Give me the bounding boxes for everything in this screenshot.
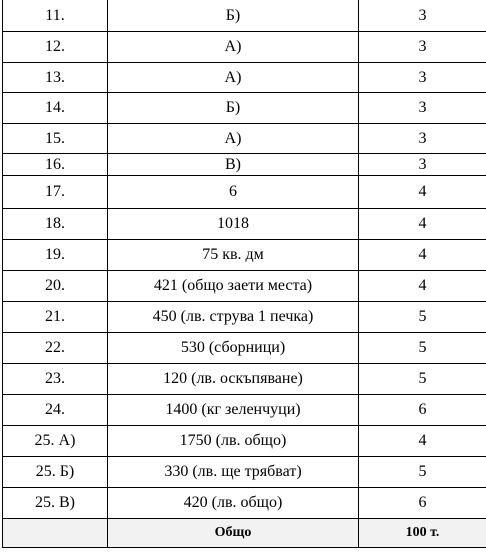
answer-key-body	[3, 0, 486, 548]
points-cell: 5	[359, 364, 486, 395]
question-number: 13.	[3, 63, 108, 93]
total-row	[3, 519, 486, 548]
answer-cell: 1018	[108, 209, 359, 240]
question-number: 24.	[3, 395, 108, 426]
table-row	[3, 271, 486, 302]
points-cell: 5	[359, 333, 486, 364]
table-row	[3, 63, 486, 93]
points-cell: 6	[359, 488, 486, 519]
answer-key-table	[2, 0, 486, 548]
table-row	[3, 333, 486, 364]
table-row	[3, 488, 486, 519]
points-cell: 5	[359, 302, 486, 333]
answer-cell: 330 (лв. ще трябват)	[108, 457, 359, 488]
answer-cell: Б)	[108, 0, 359, 32]
total-points: 100 т.	[359, 519, 486, 548]
question-number: 18.	[3, 209, 108, 240]
points-cell: 6	[359, 395, 486, 426]
question-number: 21.	[3, 302, 108, 333]
table-row	[3, 154, 486, 176]
answer-cell: 1400 (кг зеленчуци)	[108, 395, 359, 426]
answer-cell: 421 (общо заети места)	[108, 271, 359, 302]
points-cell: 4	[359, 240, 486, 271]
question-number: 14.	[3, 93, 108, 124]
question-number: 15.	[3, 124, 108, 154]
points-cell: 4	[359, 426, 486, 457]
question-number: 22.	[3, 333, 108, 364]
question-number: 20.	[3, 271, 108, 302]
table-row	[3, 32, 486, 63]
table-row	[3, 93, 486, 124]
answer-cell: А)	[108, 63, 359, 93]
answer-cell: 450 (лв. струва 1 печка)	[108, 302, 359, 333]
points-cell: 4	[359, 271, 486, 302]
table-row	[3, 176, 486, 209]
answer-cell: 6	[108, 176, 359, 209]
answer-cell: В)	[108, 154, 359, 176]
question-number: 25. А)	[3, 426, 108, 457]
answer-cell: А)	[108, 124, 359, 154]
question-number: 11.	[3, 0, 108, 32]
points-cell: 5	[359, 457, 486, 488]
table-row	[3, 124, 486, 154]
total-empty-cell	[3, 519, 108, 548]
table-row	[3, 0, 486, 32]
points-cell: 3	[359, 63, 486, 93]
points-cell: 3	[359, 124, 486, 154]
table-row	[3, 302, 486, 333]
total-label: Общо	[108, 519, 359, 548]
table-row	[3, 426, 486, 457]
points-cell: 3	[359, 32, 486, 63]
answer-cell: 420 (лв. общо)	[108, 488, 359, 519]
question-number: 12.	[3, 32, 108, 63]
answer-cell: Б)	[108, 93, 359, 124]
answer-cell: 75 кв. дм	[108, 240, 359, 271]
points-cell: 4	[359, 209, 486, 240]
table-row	[3, 209, 486, 240]
table-row	[3, 395, 486, 426]
question-number: 16.	[3, 154, 108, 176]
table-row	[3, 364, 486, 395]
table-row	[3, 240, 486, 271]
answer-cell: 120 (лв. оскъпяване)	[108, 364, 359, 395]
question-number: 23.	[3, 364, 108, 395]
points-cell: 3	[359, 0, 486, 32]
points-cell: 4	[359, 176, 486, 209]
answer-cell: 530 (сборници)	[108, 333, 359, 364]
question-number: 17.	[3, 176, 108, 209]
answer-cell: А)	[108, 32, 359, 63]
question-number: 25. Б)	[3, 457, 108, 488]
points-cell: 3	[359, 93, 486, 124]
answer-cell: 1750 (лв. общо)	[108, 426, 359, 457]
table-row	[3, 457, 486, 488]
question-number: 19.	[3, 240, 108, 271]
question-number: 25. В)	[3, 488, 108, 519]
points-cell: 3	[359, 154, 486, 176]
